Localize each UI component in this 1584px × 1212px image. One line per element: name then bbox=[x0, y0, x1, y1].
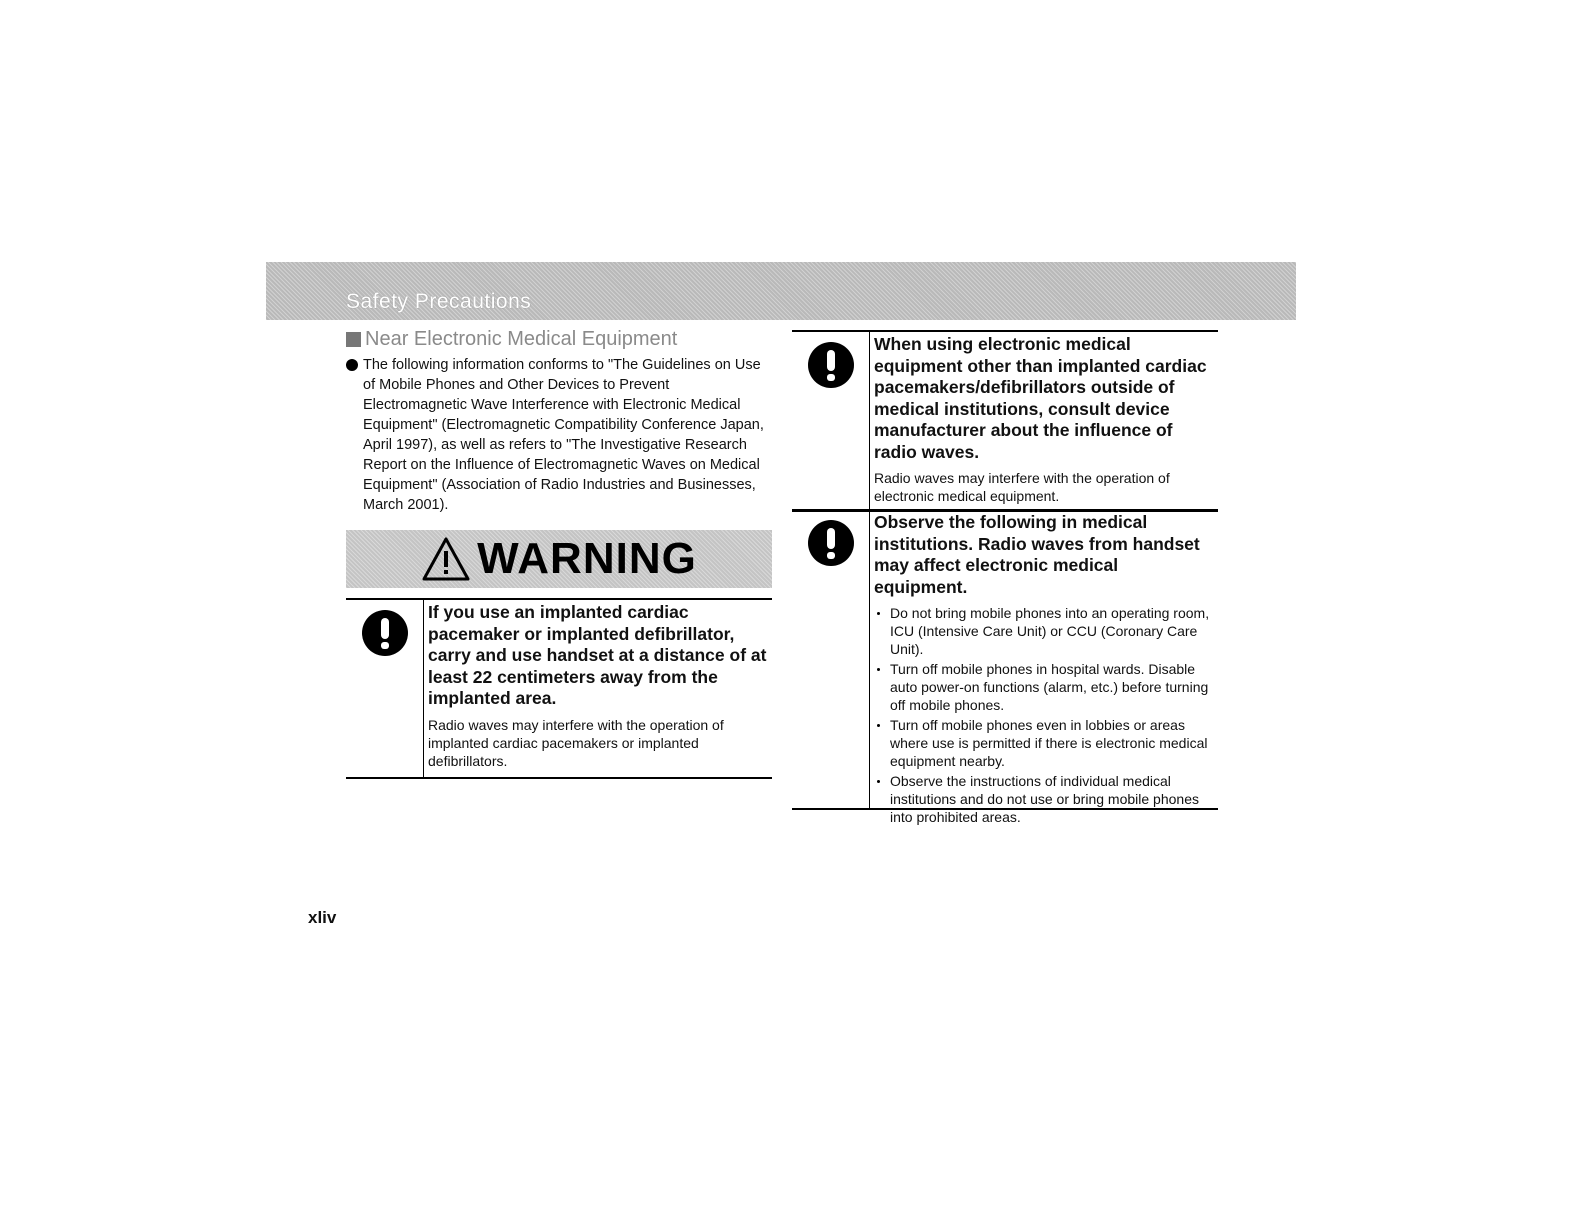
box-heading: When using electronic medical equipment other than implanted cardiac pacemakers/defibrillators outside of medical institutions, consult device manufacturer about the influence of radio waves. bbox=[874, 334, 1207, 462]
exclamation-icon bbox=[808, 520, 854, 566]
warning-box-medical-institutions bbox=[792, 509, 1218, 825]
bullet-dot-icon bbox=[346, 359, 358, 371]
box-heading: If you use an implanted cardiac pacemaker or implanted defibrillator, carry and use handset at a distance of at least 22 centimeters away from the implanted area. bbox=[428, 602, 767, 708]
icon-column bbox=[792, 332, 870, 510]
list-item-text: Observe the instructions of individual medical institutions and do not use or bring mobile phones into prohibited areas. bbox=[890, 773, 1199, 825]
list-item bbox=[874, 660, 1214, 714]
box-text: Radio waves may interfere with the operation of electronic medical equipment. bbox=[874, 470, 1170, 504]
bullet-icon bbox=[877, 612, 880, 615]
warning-label: WARNING bbox=[477, 534, 697, 583]
warning-triangle-icon bbox=[421, 536, 471, 582]
intro-text: The following information conforms to "The Guidelines on Use of Mobile Phones and Other Devices to Prevent Electromagnetic Wave Interference with Electronic Medical Equipment" (Electromagnetic Compatibility Conference Japan, April 1997), as well as refers to "The Investigative Research Report on the Influence of Electromagnetic Waves on Medical Equipment" (Association of Radio Industries and Businesses, March 2001). bbox=[363, 357, 764, 513]
list-item-text: Do not bring mobile phones into an operating room, ICU (Intensive Care Unit) or CCU (Coronary Care Unit). bbox=[890, 605, 1210, 657]
list-item-text: Turn off mobile phones even in lobbies or areas where use is permitted if there is electronic medical equipment nearby. bbox=[890, 717, 1208, 769]
section-heading bbox=[346, 328, 677, 351]
bullet-icon bbox=[877, 668, 880, 671]
box-body bbox=[424, 600, 772, 777]
box-heading: Observe the following in medical institutions. Radio waves from handset may affect electronic medical equipment. bbox=[874, 512, 1200, 597]
warning-banner bbox=[346, 530, 772, 588]
section-heading-text: Near Electronic Medical Equipment bbox=[365, 328, 678, 350]
page-header-title: Safety Precautions bbox=[346, 290, 532, 313]
square-icon bbox=[346, 332, 361, 347]
bullet-icon bbox=[877, 724, 880, 727]
warning-box-outside-institutions bbox=[792, 330, 1218, 512]
exclamation-icon bbox=[808, 342, 854, 388]
icon-column bbox=[792, 510, 870, 808]
list-item-text: Turn off mobile phones in hospital wards. Disable auto power-on functions (alarm, etc.) before turning off mobile phones. bbox=[890, 661, 1209, 713]
warning-box-pacemaker bbox=[346, 598, 772, 779]
intro-paragraph bbox=[346, 355, 771, 515]
list-item bbox=[874, 604, 1214, 658]
box-body bbox=[870, 332, 1218, 510]
list-item bbox=[874, 772, 1214, 826]
page-number: xliv bbox=[308, 908, 337, 927]
bullet-icon bbox=[877, 780, 880, 783]
box-text: Radio waves may interfere with the operation of implanted cardiac pacemakers or implanted defibrillators. bbox=[428, 716, 724, 769]
list-item bbox=[874, 716, 1214, 770]
icon-column bbox=[346, 600, 424, 777]
bullet-list bbox=[874, 604, 1214, 826]
exclamation-icon bbox=[362, 610, 408, 656]
box-body bbox=[870, 510, 1218, 825]
